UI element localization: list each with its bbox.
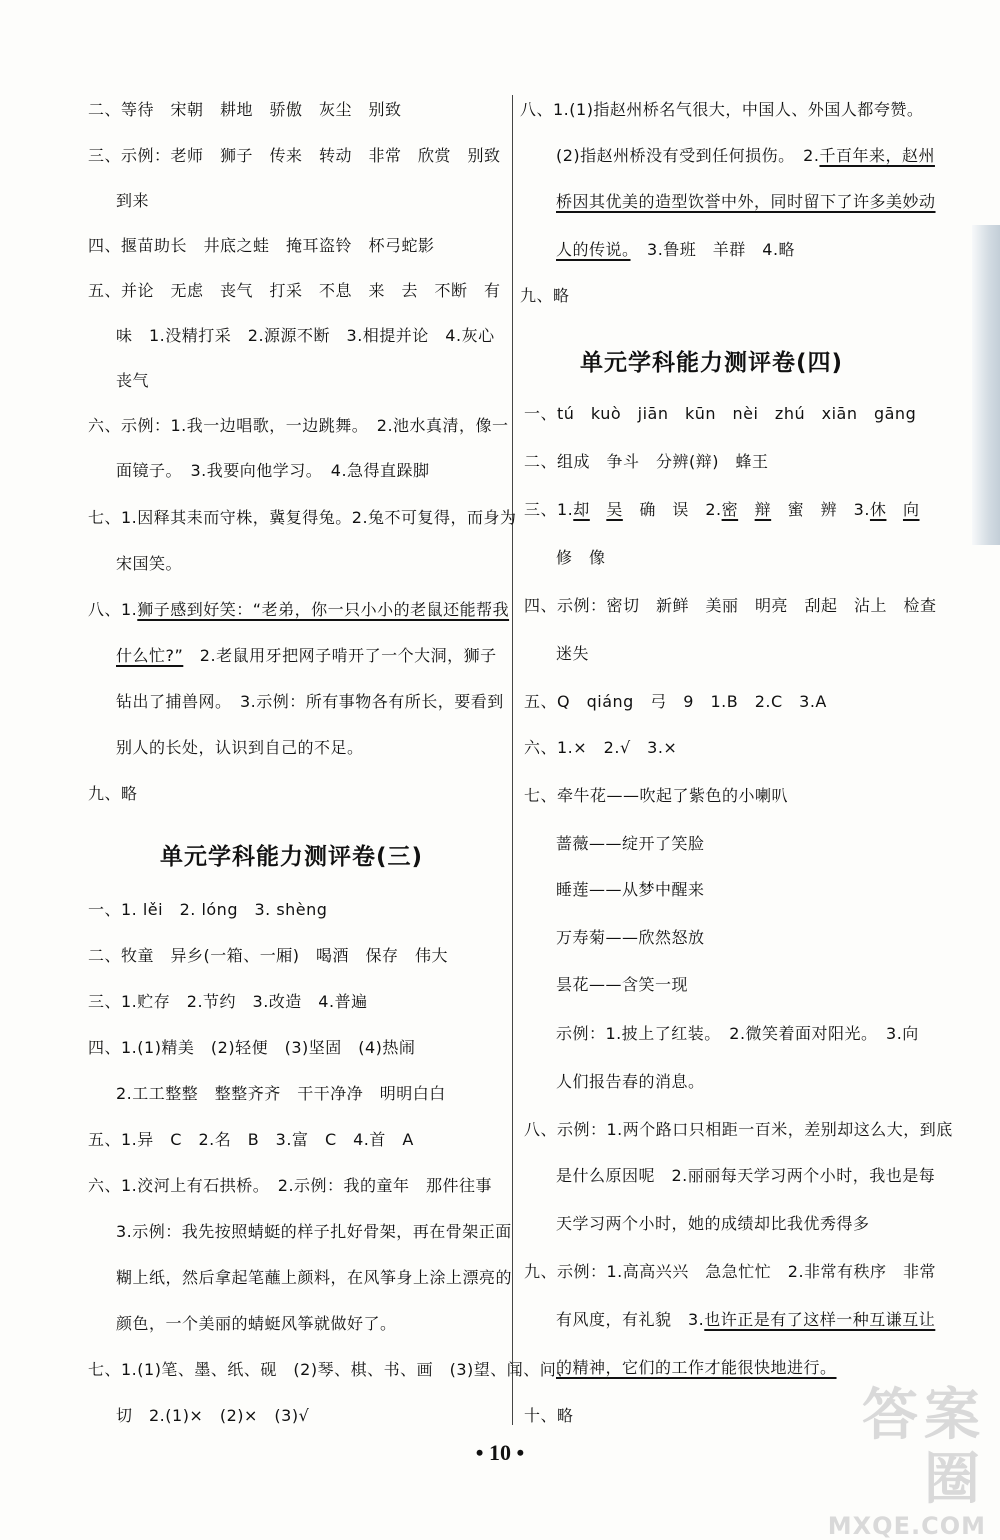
answer-line: 七、1.(1)笔、墨、纸、砚 (2)琴、棋、书、画 (3)望、闻、问、 xyxy=(88,1360,573,1379)
answer-line: 示例：1.披上了红装。 2.微笑着面对阳光。 3.向 xyxy=(556,1024,919,1043)
answer-line: 一、tú kuò jiān kūn nèi zhú xiān gāng xyxy=(524,404,917,423)
watermark-logo: 答案圈 xyxy=(862,1383,986,1512)
answer-line: 八、示例：1.两个路口只相距一百米，差别却这么大，到底 xyxy=(524,1120,953,1139)
answer-line: 颜色，一个美丽的蜻蜓风筝就做好了。 xyxy=(116,1314,397,1333)
answer-line: 六、1.× 2.√ 3.× xyxy=(524,738,678,757)
answer-line xyxy=(528,240,795,260)
answer-line: 二、组成 争斗 分辨(辩) 蜂王 xyxy=(524,452,769,471)
answer-line: 别人的长处，认识到自己的不足。 xyxy=(116,738,364,757)
watermark-site: MXQE.COM xyxy=(827,1512,986,1540)
answer-line: 昙花——含笑一现 xyxy=(556,975,689,994)
answer-line: 四、示例：密切 新鲜 美丽 明亮 刮起 沾上 检查 xyxy=(524,596,937,615)
answer-line: 七、1.因释其耒而守株，冀复得兔。2.兔不可复得，而身为 xyxy=(88,508,517,527)
answer-line xyxy=(528,1310,935,1330)
answer-line: 面镜子。 3.我要向他学习。 4.急得直跺脚 xyxy=(116,461,430,480)
answer-line: 丧气 xyxy=(116,371,150,390)
answer-line xyxy=(528,192,936,212)
underlined-answer: 什么忙?” xyxy=(116,646,184,665)
underlined-answer: 千百年来，赵州 xyxy=(819,146,935,165)
answer-line: 四、1.(1)精美 (2)轻便 (3)坚固 (4)热闹 xyxy=(88,1038,416,1057)
answer-line: 修 像 xyxy=(556,548,606,567)
underlined-answer: 却 xyxy=(573,500,590,519)
answer-line: 万寿菊——欣然怒放 xyxy=(556,928,705,947)
answer-line: 蔷薇——绽开了笑脸 xyxy=(556,834,705,853)
underlined-answer: 的精神，它们的工作才能很快地进行。 xyxy=(556,1358,837,1377)
scan-edge-shadow xyxy=(972,225,1000,545)
answer-line xyxy=(88,646,497,666)
underlined-answer: 也许正是有了这样一种互谦互让 xyxy=(704,1310,936,1329)
answer-line: 2.工工整整 整整齐齐 干干净净 明明白白 xyxy=(116,1084,446,1103)
answer-text: 蜜 辨 3. xyxy=(771,500,870,519)
page-number: • 10 • xyxy=(475,1440,525,1465)
answer-line: 天学习两个小时，她的成绩却比我优秀得多 xyxy=(556,1214,870,1233)
answer-line: 切 2.(1)× (2)× (3)√ xyxy=(116,1406,310,1425)
answer-line xyxy=(524,500,919,520)
answer-line: 七、牵牛花——吹起了紫色的小喇叭 xyxy=(524,786,789,805)
spacer-text xyxy=(590,500,607,519)
answer-text: 八、1. xyxy=(88,600,138,619)
answer-line: 人们报告春的消息。 xyxy=(556,1072,705,1091)
underlined-answer: 桥因其优美的造型饮誉中外，同时留下了许多美妙动 xyxy=(556,192,936,211)
answer-line: 二、等待 宋朝 耕地 骄傲 灰尘 别致 xyxy=(88,100,402,119)
answer-line xyxy=(528,1358,837,1378)
spacer-text xyxy=(886,500,903,519)
answer-line: 味 1.没精打采 2.源源不断 3.相提并论 4.灰心 xyxy=(116,326,495,345)
answer-text: (2)指赵州桥没有受到任何损伤。 2. xyxy=(556,146,820,165)
answer-line: 十、略 xyxy=(524,1406,574,1425)
answer-line: 宋国笑。 xyxy=(116,554,183,573)
answer-line: 五、Q qiáng 弓 9 1.B 2.C 3.A xyxy=(524,692,827,711)
answer-text: 有风度，有礼貌 3. xyxy=(556,1310,705,1329)
answer-line: 九、示例：1.高高兴兴 急急忙忙 2.非常有秩序 非常 xyxy=(524,1262,937,1281)
answer-line: 钻出了捕兽网。 3.示例：所有事物各有所长，要看到 xyxy=(116,692,504,711)
underlined-answer: 密 xyxy=(721,500,739,519)
answer-line: 睡莲——从梦中醒来 xyxy=(556,880,705,899)
answer-line: 3.示例：我先按照蜻蜓的样子扎好骨架，再在骨架正面 xyxy=(116,1222,512,1241)
underlined-answer: 辩 xyxy=(754,500,772,519)
spacer-text xyxy=(738,500,755,519)
answer-line: 八、1.(1)指赵州桥名气很大，中国人、外国人都夸赞。 xyxy=(520,100,924,119)
answer-line: 三、示例：老师 狮子 传来 转动 非常 欣赏 别致 xyxy=(88,146,501,165)
answer-line: 到来 xyxy=(116,191,150,210)
answer-line: 九、略 xyxy=(520,286,570,305)
section-heading-4: 单元学科能力测评卷(四) xyxy=(580,350,844,376)
answer-line: 一、1. lěi 2. lóng 3. shèng xyxy=(88,900,328,919)
answer-text: 三、1. xyxy=(524,500,574,519)
watermark xyxy=(806,1383,986,1540)
underlined-answer: 吴 xyxy=(606,500,623,519)
underlined-answer: 休 xyxy=(869,500,887,519)
underlined-answer: 狮子感到好笑：“老弟，你一只小小的老鼠还能帮我 xyxy=(137,600,510,619)
answer-line: 五、1.异 C 2.名 B 3.富 C 4.首 A xyxy=(88,1130,414,1149)
answer-line: 糊上纸，然后拿起笔蘸上颜料，在风筝身上涂上漂亮的 xyxy=(116,1268,513,1287)
underlined-answer: 人的传说。 xyxy=(556,240,631,259)
answer-text: 2.老鼠用牙把网子啃开了一个大洞，狮子 xyxy=(183,646,497,665)
answer-line: 六、示例：1.我一边唱歌，一边跳舞。 2.池水真清，像一 xyxy=(88,416,509,435)
answer-line: 六、1.洨河上有石拱桥。 2.示例：我的童年 那件往事 xyxy=(88,1176,493,1195)
answer-line: 四、揠苗助长 井底之蛙 掩耳盗铃 杯弓蛇影 xyxy=(88,236,435,255)
answer-line: 是什么原因呢 2.丽丽每天学习两个小时，我也是每 xyxy=(556,1166,936,1185)
answer-line: 九、略 xyxy=(88,784,138,803)
answer-line: 二、牧童 异乡(一箱、一厢) 喝酒 保存 伟大 xyxy=(88,946,448,965)
answer-text: 3.鲁班 羊群 4.略 xyxy=(630,240,796,259)
answer-line xyxy=(528,146,935,166)
answer-text: 确 误 2. xyxy=(622,500,722,519)
answer-line: 三、1.贮存 2.节约 3.改造 4.普遍 xyxy=(88,992,368,1011)
column-divider xyxy=(512,95,513,1425)
section-heading-3: 单元学科能力测评卷(三) xyxy=(160,844,424,870)
answer-line: 五、并论 无虑 丧气 打采 不息 来 去 不断 有 xyxy=(88,281,501,300)
answer-line: 迷失 xyxy=(556,644,590,663)
underlined-answer: 向 xyxy=(902,500,920,519)
answer-line xyxy=(88,600,509,620)
